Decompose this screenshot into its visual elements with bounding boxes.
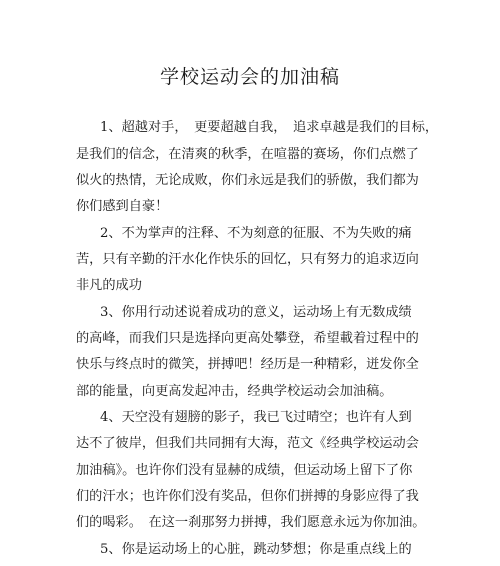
- text-line: 5、你是运动场上的心脏，跳动梦想；你是重点线上的: [100, 542, 412, 557]
- text-line: 苦，只有辛勤的汗水化作快乐的回忆，只有努力的追求迈向: [76, 252, 419, 267]
- text-line: 4、天空没有翅膀的影子，我已飞过晴空；也许有人到: [100, 410, 412, 425]
- text-line: 3、你用行动述说着成功的意义，运动场上有无数成绩: [100, 305, 412, 320]
- text-line: 部的能量，向更高发起冲击，经典学校运动会加油稿。: [76, 384, 393, 399]
- text-line: 2、不为掌声的注释、不为刻意的征服、不为失败的痛: [100, 226, 412, 241]
- text-line: 们的汗水；也许你们没有奖品，但你们拼搏的身影应得了我: [76, 489, 419, 504]
- text-line: 加油稿》。也许你们没有显赫的成绩，但运动场上留下了你: [76, 463, 413, 478]
- text-line: 是我们的信念，在清爽的秋季，在喧嚣的赛场，你们点燃了: [76, 147, 419, 162]
- text-line: 达不了彼岸，但我们共同拥有大海，范文《经典学校运动会: [76, 436, 419, 451]
- text-line: 1、超越对手， 更要超越自我， 追求卓越是我们的目标，: [100, 120, 439, 135]
- text-line: 非凡的成功: [76, 278, 142, 293]
- text-line: 的高峰，而我们只是选择向更高处攀登，希望載着过程中的: [76, 331, 419, 346]
- text-line: 你们感到自豪！: [76, 199, 169, 214]
- text-line: 们的喝彩。 在这一刹那努力拼搏，我们愿意永远为你加油。: [76, 515, 426, 530]
- page-title: 学校运动会的加油稿: [159, 66, 340, 88]
- text-line: 似火的热情，无论成败，你们永远是我们的骄傲，我们都为: [76, 173, 419, 188]
- text-line: 快乐与终点时的微笑，拼搏吧！经历是一种精彩，迸发你全: [76, 357, 419, 372]
